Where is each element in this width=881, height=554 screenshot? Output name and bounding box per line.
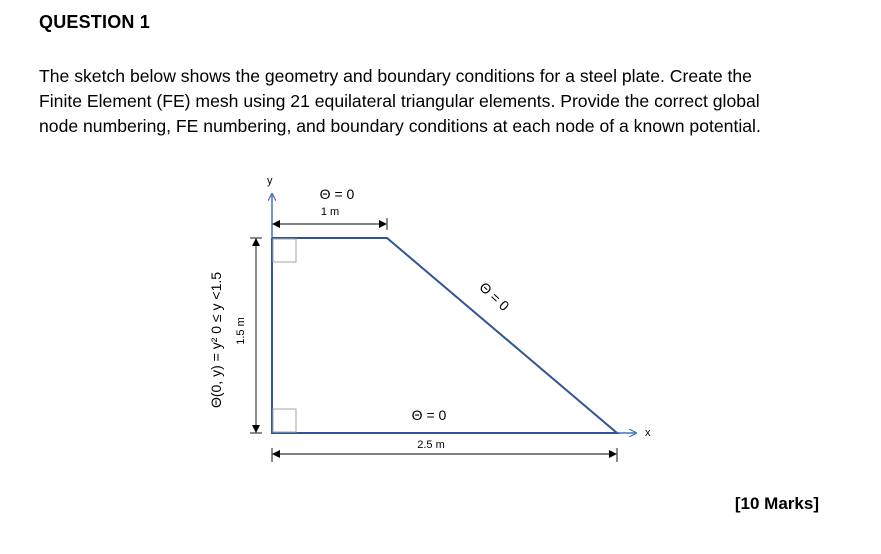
marks-label: [10 Marks] bbox=[734, 494, 819, 513]
question-text-line: node numbering, FE numbering, and boundary conditions at each node of a known potential. bbox=[39, 116, 761, 136]
plate-outline bbox=[272, 238, 617, 433]
left-bc-label: Θ(0, y) = y² 0 ≤ y <1.5 bbox=[208, 271, 224, 409]
question-text-line: The sketch below shows the geometry and boundary conditions for a steel plate. Create the bbox=[39, 66, 752, 86]
y-axis-label: y bbox=[267, 175, 273, 187]
bottom-bc-label: Θ = 0 bbox=[411, 407, 447, 423]
x-axis-label: x bbox=[645, 427, 651, 439]
question-title: QUESTION 1 bbox=[39, 12, 151, 32]
right-angle-marker-top bbox=[273, 239, 296, 262]
left-dimension-label: 1.5 m bbox=[235, 317, 247, 345]
bottom-dimension-label: 2.5 m bbox=[417, 439, 445, 451]
right-angle-marker-bottom bbox=[273, 409, 296, 432]
top-dimension-label: 1 m bbox=[320, 206, 340, 218]
slant-bc-label: Θ = 0 bbox=[476, 278, 513, 315]
question-text-line: Finite Element (FE) mesh using 21 equilateral triangular elements. Provide the correct global bbox=[39, 91, 760, 111]
top-bc-label: Θ = 0 bbox=[319, 186, 355, 202]
